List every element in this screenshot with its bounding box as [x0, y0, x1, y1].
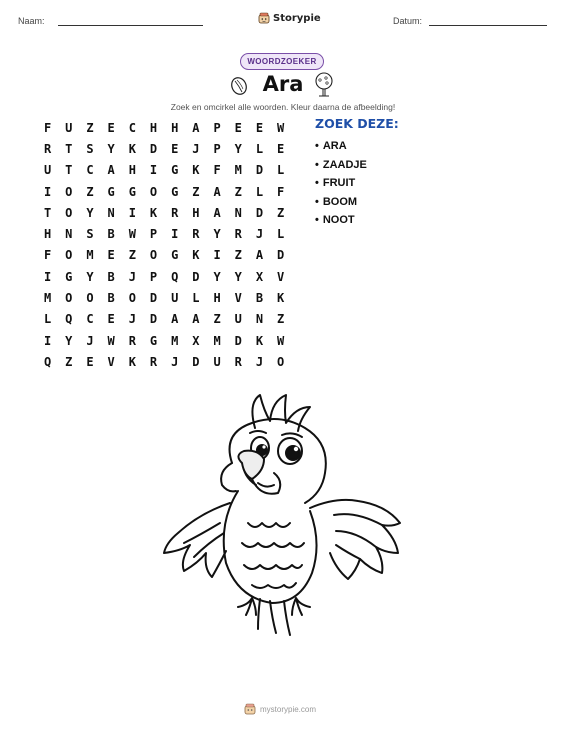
grid-letter[interactable]: H — [128, 163, 136, 178]
grid-letter[interactable]: P — [149, 269, 158, 284]
grid-letter[interactable]: G — [128, 184, 136, 199]
grid-letter[interactable]: R — [234, 227, 242, 242]
grid-letter[interactable]: Y — [65, 333, 73, 348]
bullet: • — [315, 177, 319, 190]
grid-letter[interactable]: Q — [43, 354, 52, 369]
word-list-title: ZOEK DEZE: — [315, 116, 399, 131]
word-text: ARA — [322, 140, 347, 153]
grid-letter[interactable]: E — [234, 120, 242, 135]
word-text: FRUIT — [322, 177, 356, 190]
parrot-coloring-image — [160, 393, 406, 638]
word-list — [315, 116, 515, 230]
grid-letter[interactable]: L — [43, 312, 52, 327]
grid-letter[interactable]: J — [192, 141, 200, 156]
grid-letter[interactable]: Z — [234, 248, 242, 263]
grid-letter[interactable]: O — [65, 248, 73, 263]
grid-letter[interactable]: O — [128, 291, 136, 306]
grid-letter[interactable]: E — [255, 120, 264, 135]
grid-letter[interactable]: U — [234, 312, 242, 327]
grid-letter[interactable]: F — [43, 248, 52, 263]
grid-letter[interactable]: E — [107, 120, 115, 135]
word-text: BOOM — [322, 195, 358, 208]
grid-letter[interactable]: I — [43, 333, 52, 348]
word-item — [315, 137, 515, 156]
grid-letter[interactable]: M — [171, 333, 179, 348]
word-text: ZAADJE — [322, 158, 367, 171]
grid-letter[interactable]: Z — [128, 248, 136, 263]
grid-letter[interactable]: H — [149, 120, 158, 135]
instructions: Zoek en omcirkel alle woorden. Kleur daarna de afbeelding! — [170, 102, 396, 112]
bullet: • — [315, 158, 319, 171]
name-label: Naam: — [18, 16, 45, 26]
word-item — [315, 156, 515, 175]
grid-letter[interactable]: O — [65, 205, 73, 220]
grid-letter[interactable]: Z — [277, 312, 285, 327]
grid-letter[interactable]: T — [65, 163, 73, 178]
grid-letter[interactable]: T — [65, 141, 73, 156]
grid-letter[interactable]: E — [277, 141, 285, 156]
grid-letter[interactable]: E — [107, 312, 115, 327]
name-line[interactable] — [58, 25, 203, 26]
page-header — [0, 12, 566, 32]
grid-letter[interactable]: X — [255, 269, 264, 284]
grid-letter[interactable]: L — [255, 141, 264, 156]
grid-letter[interactable]: L — [277, 163, 285, 178]
grid-letter[interactable]: I — [43, 184, 52, 199]
grid-letter[interactable]: Z — [86, 184, 94, 199]
date-label: Datum: — [393, 16, 423, 26]
grid-letter[interactable]: G — [171, 248, 179, 263]
grid-letter[interactable]: I — [128, 205, 136, 220]
grid-letter[interactable]: I — [213, 248, 221, 263]
grid-letter[interactable]: Y — [234, 141, 242, 156]
grid-letter[interactable]: P — [213, 141, 221, 156]
grid-letter[interactable]: N — [65, 227, 73, 242]
grid-letter[interactable]: J — [255, 227, 264, 242]
grid-letter[interactable]: K — [128, 354, 136, 369]
grid-letter[interactable]: N — [234, 205, 242, 220]
grid-letter[interactable]: A — [171, 312, 179, 327]
grid-letter[interactable]: E — [86, 354, 94, 369]
word-item — [315, 174, 515, 193]
grid-letter[interactable]: Z — [234, 184, 242, 199]
grid-letter[interactable]: M — [234, 163, 242, 178]
grid-letter[interactable]: O — [149, 248, 158, 263]
grid-letter[interactable]: B — [107, 291, 115, 306]
grid-letter[interactable]: Y — [107, 141, 115, 156]
grid-letter[interactable]: M — [213, 333, 221, 348]
grid-letter[interactable]: A — [213, 184, 221, 199]
grid-letter[interactable]: H — [192, 205, 200, 220]
date-line[interactable] — [429, 25, 547, 26]
grid-letter[interactable]: D — [255, 163, 264, 178]
grid-letter[interactable]: H — [171, 120, 179, 135]
grid-letter[interactable]: A — [255, 248, 264, 263]
grid-letter[interactable]: D — [192, 269, 200, 284]
grid-letter[interactable]: I — [171, 227, 179, 242]
grid-letter[interactable]: W — [107, 333, 115, 348]
grid-letter[interactable]: B — [107, 269, 115, 284]
grid-letter[interactable]: A — [213, 205, 221, 220]
word-item — [315, 211, 515, 230]
grid-letter[interactable]: W — [277, 120, 285, 135]
grid-letter[interactable]: Y — [234, 269, 242, 284]
grid-letter[interactable]: L — [255, 184, 264, 199]
grid-letter[interactable]: V — [277, 269, 285, 284]
grid-letter[interactable]: G — [107, 184, 115, 199]
grid-letter[interactable]: F — [277, 184, 285, 199]
grid-letter[interactable]: U — [65, 120, 73, 135]
grid-letter[interactable]: O — [65, 184, 73, 199]
grid-letter[interactable]: S — [86, 227, 94, 242]
grid-letter[interactable]: R — [149, 354, 158, 369]
grid-letter[interactable]: A — [192, 120, 200, 135]
brand-name: Storypie — [273, 12, 321, 24]
grid-letter[interactable]: W — [128, 227, 136, 242]
grid-letter[interactable]: T — [43, 205, 52, 220]
grid-letter[interactable]: J — [171, 354, 179, 369]
grid-letter[interactable]: G — [171, 163, 179, 178]
storypie-logo-icon — [244, 703, 256, 715]
brand — [258, 12, 321, 24]
grid-letter[interactable]: C — [86, 163, 94, 178]
grid-letter[interactable]: Y — [86, 205, 94, 220]
category-badge: WOORDZOEKER — [240, 53, 324, 70]
grid-letter[interactable]: G — [171, 184, 179, 199]
grid-letter[interactable]: D — [149, 291, 158, 306]
grid-letter[interactable]: H — [213, 291, 221, 306]
grid-letter[interactable]: J — [255, 354, 264, 369]
grid-letter[interactable]: N — [255, 312, 264, 327]
grid-letter[interactable]: Y — [86, 269, 94, 284]
grid-letter[interactable]: R — [43, 141, 52, 156]
grid-letter[interactable]: K — [192, 163, 200, 178]
grid-letter[interactable]: V — [234, 291, 242, 306]
grid-letter[interactable]: Q — [65, 312, 73, 327]
grid-letter[interactable]: S — [86, 141, 94, 156]
grid-letter[interactable]: P — [213, 120, 221, 135]
word-text: NOOT — [322, 214, 355, 227]
grid-letter[interactable]: K — [192, 248, 200, 263]
grid-letter[interactable]: E — [107, 248, 115, 263]
grid-letter[interactable]: R — [192, 227, 200, 242]
grid-letter[interactable]: D — [255, 205, 264, 220]
grid-letter[interactable]: A — [107, 163, 115, 178]
grid-letter[interactable]: J — [86, 333, 94, 348]
grid-letter[interactable]: D — [149, 141, 158, 156]
grid-letter[interactable]: O — [277, 354, 285, 369]
grid-letter[interactable]: B — [107, 227, 115, 242]
grid-letter[interactable]: P — [149, 227, 158, 242]
grid-letter[interactable]: U — [43, 163, 52, 178]
grid-letter[interactable]: K — [255, 333, 264, 348]
grid-letter[interactable]: C — [86, 312, 94, 327]
bullet: • — [315, 214, 319, 227]
grid-letter[interactable]: L — [192, 291, 200, 306]
bullet: • — [315, 140, 319, 153]
grid-letter[interactable]: Z — [213, 312, 221, 327]
storypie-logo-icon — [258, 12, 270, 24]
grid-letter[interactable]: K — [128, 141, 136, 156]
grid-letter[interactable]: U — [213, 354, 221, 369]
grid-letter[interactable]: I — [149, 163, 158, 178]
footer-brand — [244, 703, 316, 715]
word-item — [315, 193, 515, 212]
title-row — [0, 72, 566, 100]
grid-letter[interactable]: C — [128, 120, 136, 135]
grid-letter[interactable]: Y — [213, 227, 221, 242]
grid-letter[interactable]: W — [277, 333, 285, 348]
grid-letter[interactable]: K — [277, 291, 285, 306]
grid-letter[interactable]: D — [149, 312, 158, 327]
grid-letter[interactable]: H — [43, 227, 52, 242]
grid-letter[interactable]: J — [128, 269, 136, 284]
grid-letter[interactable]: K — [149, 205, 158, 220]
grid-letter[interactable]: R — [128, 333, 136, 348]
grid-letter[interactable]: U — [171, 291, 179, 306]
grid-letter[interactable]: Z — [65, 354, 73, 369]
grid-letter[interactable]: I — [43, 269, 52, 284]
grid-letter[interactable]: E — [171, 141, 179, 156]
grid-letter[interactable]: N — [107, 205, 115, 220]
grid-letter[interactable]: O — [149, 184, 158, 199]
grid-letter[interactable]: Z — [277, 205, 285, 220]
page-footer — [0, 703, 566, 719]
grid-letter[interactable]: F — [43, 120, 52, 135]
grid-letter[interactable]: J — [128, 312, 136, 327]
letter-grid — [37, 117, 291, 373]
page-title: Ara — [262, 72, 304, 96]
grid-letter[interactable]: A — [192, 312, 200, 327]
tree-icon — [313, 72, 335, 98]
grid-letter[interactable]: D — [277, 248, 285, 263]
grid-letter[interactable]: G — [149, 333, 158, 348]
grid-letter[interactable]: M — [86, 248, 94, 263]
footer-url[interactable]: mystorypie.com — [260, 704, 317, 714]
grid-letter[interactable]: B — [255, 291, 264, 306]
grid-letter[interactable]: D — [234, 333, 242, 348]
grid-letter[interactable]: R — [234, 354, 242, 369]
grid-letter[interactable]: O — [65, 291, 73, 306]
grid-letter[interactable]: R — [171, 205, 179, 220]
grid-letter[interactable]: Q — [171, 269, 179, 284]
grid-letter[interactable]: Z — [86, 120, 94, 135]
grid-letter[interactable]: F — [213, 163, 221, 178]
grid-letter[interactable]: M — [43, 291, 52, 306]
grid-letter[interactable]: G — [65, 269, 73, 284]
bullet: • — [315, 195, 319, 208]
grid-letter[interactable]: Z — [192, 184, 200, 199]
grid-letter[interactable]: D — [192, 354, 200, 369]
grid-letter[interactable]: V — [107, 354, 115, 369]
grid-letter[interactable]: X — [192, 333, 200, 348]
grid-letter[interactable]: Y — [213, 269, 221, 284]
grid-letter[interactable]: L — [277, 227, 285, 242]
grid-letter[interactable]: O — [86, 291, 94, 306]
